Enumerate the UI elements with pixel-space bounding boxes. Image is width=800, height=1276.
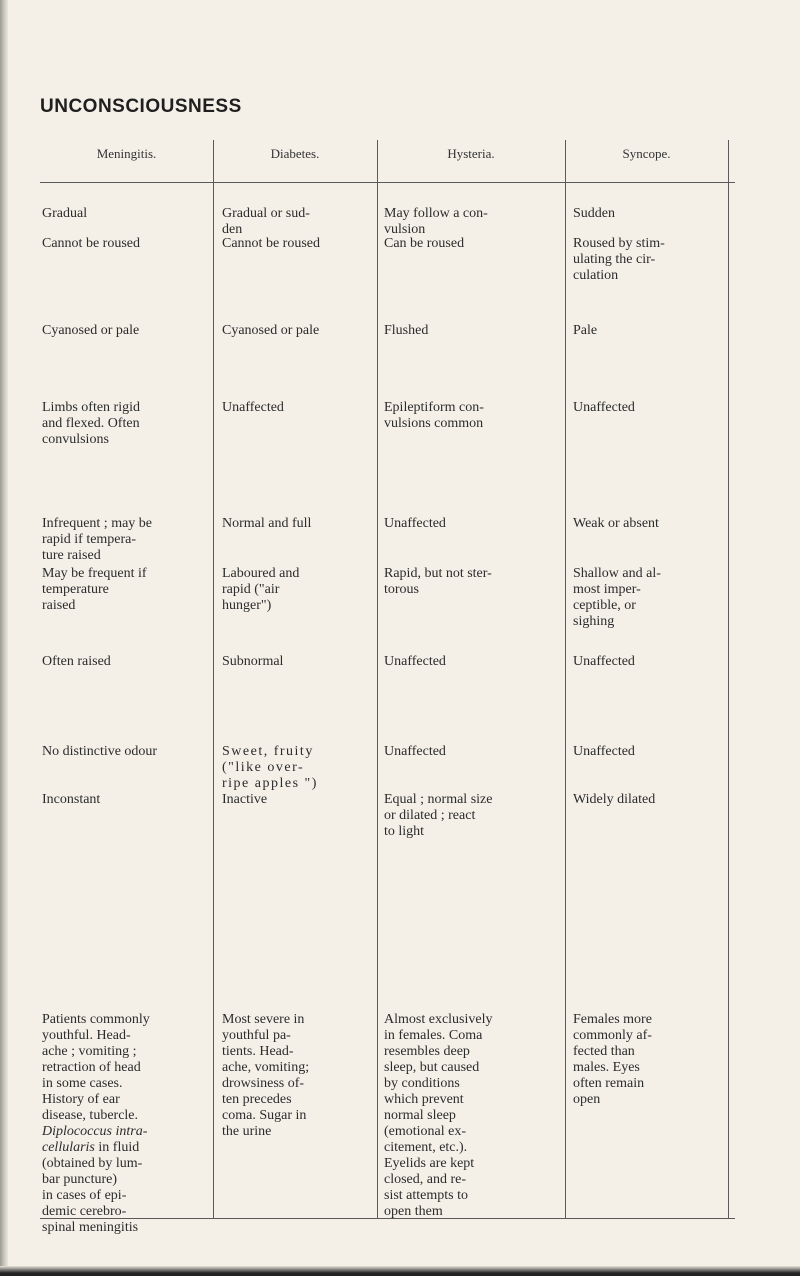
cell-onset-hysteria: May follow a con- vulsion xyxy=(384,206,488,237)
cell-respiration-meningitis: May be frequent if temperature raised xyxy=(42,566,147,613)
column-header-meningitis: Meningitis. xyxy=(96,146,157,161)
cell-pupils-meningitis: Inconstant xyxy=(42,792,101,807)
cell-remarks-syncope: Females more commonly af- fected than males. Eyes often remain open xyxy=(573,1012,652,1107)
cell-rousing-hysteria: Can be roused xyxy=(384,236,465,251)
cell-face-hysteria: Flushed xyxy=(384,323,429,338)
cell-limbs-hysteria: Epileptiform con- vulsions common xyxy=(384,400,484,431)
cell-pupils-diabetes: Inactive xyxy=(222,792,268,807)
cell-breath-hysteria: Unaffected xyxy=(384,744,446,759)
cell-onset-syncope: Sudden xyxy=(573,206,615,221)
page-title: UNCONSCIOUSNESS xyxy=(40,96,242,117)
remarks-meningitis-text: Patients commonly youthful. Head- ache ; vomiting ; retraction of head in some cases. History of ear disease, tubercle. xyxy=(42,1012,150,1123)
cell-limbs-meningitis: Limbs often rigid and flexed. Often convulsions xyxy=(42,400,140,447)
cell-pupils-syncope: Widely dilated xyxy=(573,792,656,807)
cell-rousing-syncope: Roused by stim- ulating the cir- culation xyxy=(573,236,665,283)
cell-respiration-hysteria: Rapid, but not ster- torous xyxy=(384,566,492,597)
cell-pulse-meningitis: Infrequent ; may be rapid if tempera- ture raised xyxy=(42,516,153,563)
column-divider xyxy=(213,140,214,1218)
cell-onset-diabetes: Gradual or sud- den xyxy=(222,206,310,237)
column-header-hysteria: Hysteria. xyxy=(447,146,495,161)
column-header-diabetes: Diabetes. xyxy=(270,146,320,161)
page-edge-shadow xyxy=(0,1266,800,1276)
cell-rousing-diabetes: Cannot be roused xyxy=(222,236,320,251)
cell-pulse-hysteria: Unaffected xyxy=(384,516,446,531)
header-rule xyxy=(40,182,735,183)
remarks-meningitis-text-continued: in fluid (obtained by lum- bar puncture) in cases of epi- demic cerebro- spinal meningitis xyxy=(42,1140,143,1235)
cell-rousing-meningitis: Cannot be roused xyxy=(42,236,140,251)
column-divider xyxy=(728,140,729,1218)
cell-remarks-meningitis xyxy=(42,1012,212,1236)
cell-temperature-syncope: Unaffected xyxy=(573,654,635,669)
cell-onset-meningitis: Gradual xyxy=(42,206,88,221)
cell-pulse-diabetes: Normal and full xyxy=(222,516,312,531)
cell-breath-diabetes: Sweet, fruity ("like over- ripe apples ") xyxy=(222,744,318,791)
cell-limbs-diabetes: Unaffected xyxy=(222,400,284,415)
cell-pulse-syncope: Weak or absent xyxy=(573,516,659,531)
cell-remarks-diabetes: Most severe in youthful pa- tients. Head- ache, vomiting; drowsiness of- ten precedes coma. Sugar in the urine xyxy=(222,1012,310,1139)
cell-limbs-syncope: Unaffected xyxy=(573,400,635,415)
cell-breath-syncope: Unaffected xyxy=(573,744,635,759)
cell-pupils-hysteria: Equal ; normal size or dilated ; react to light xyxy=(384,792,493,839)
cell-remarks-hysteria: Almost exclusively in females. Coma resembles deep sleep, but caused by conditions which prevent normal sleep (emotional ex- citement, etc.). Eyelids are kept closed, and re- sist attempts to open them xyxy=(384,1012,493,1219)
cell-respiration-diabetes: Laboured and rapid ("air hunger") xyxy=(222,566,300,613)
book-spine-shadow xyxy=(0,0,8,1276)
cell-temperature-diabetes: Subnormal xyxy=(222,654,284,669)
cell-face-meningitis: Cyanosed or pale xyxy=(42,323,140,338)
cell-face-syncope: Pale xyxy=(573,323,598,338)
cell-face-diabetes: Cyanosed or pale xyxy=(222,323,320,338)
column-divider xyxy=(377,140,378,1218)
column-header-syncope: Syncope. xyxy=(622,146,671,161)
cell-temperature-meningitis: Often raised xyxy=(42,654,111,669)
cell-respiration-syncope: Shallow and al- most imper- ceptible, or sighing xyxy=(573,566,661,629)
cell-breath-meningitis: No distinctive odour xyxy=(42,744,158,759)
cell-temperature-hysteria: Unaffected xyxy=(384,654,446,669)
remarks-meningitis-organism: Diplococcus intra- cellularis xyxy=(42,1124,148,1155)
column-divider xyxy=(565,140,566,1218)
